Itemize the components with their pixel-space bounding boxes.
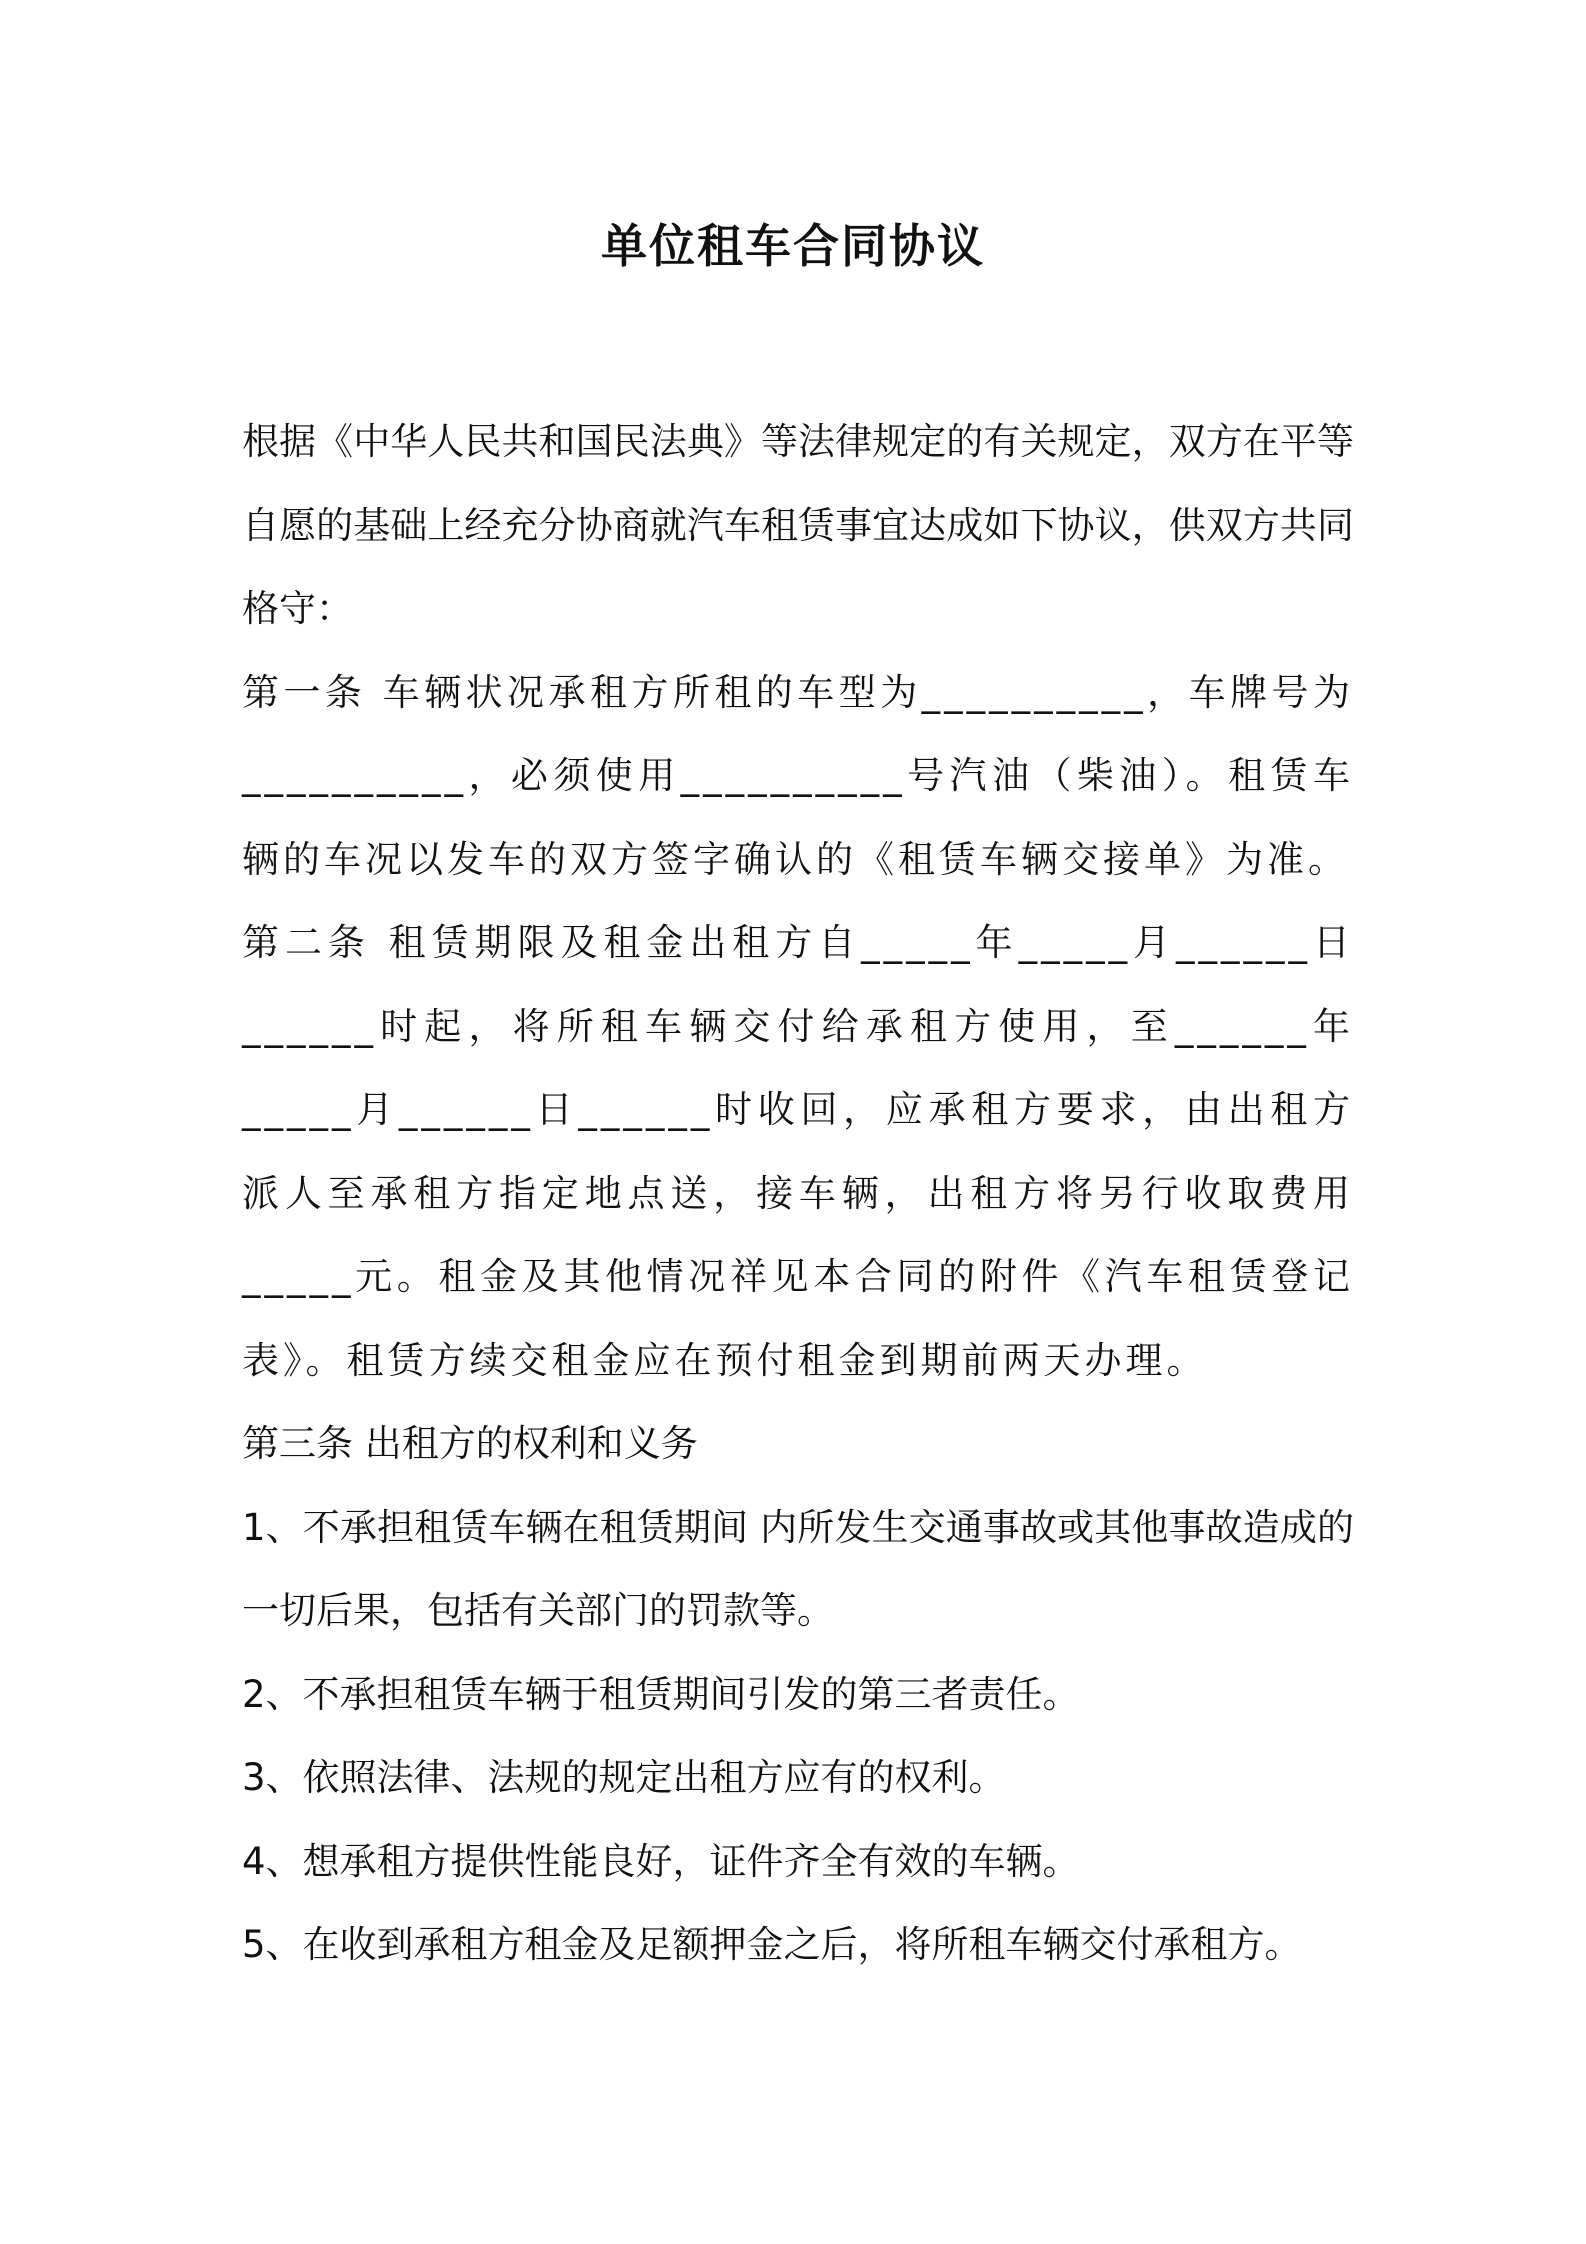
article-3-item-1: 1、不承担租赁车辆在租赁期间 内所发生交通事故或其他事故造成的一切后果，包括有关部门的罚款等。 (242, 1505, 1354, 1632)
document-body (242, 400, 1354, 1987)
article-3-item-5: 5、在收到承租方租金及足额押金之后，将所租车辆交付承租方。 (242, 1923, 1302, 1966)
article-3-item-4: 4、想承租方提供性能良好，证件齐全有效的车辆。 (242, 1839, 1080, 1883)
article-3-item-3: 3、依照法律、法规的规定出租方应有的权利。 (242, 1756, 1006, 1799)
article-2-paragraph: 第二条 租赁期限及租金出租方自_____年_____月______日______时起，将所租车辆交付给承租方使用，至______年_____月______日______时收回，应承租方要求，由出租方派人至承租方指定地点送，接车辆，出租方将另行收取费用_____元。租金及其他情况祥见本合同的附件《汽车租赁登记表》。租赁方续交租金应在预付租金到期前两天办理。 (242, 921, 1354, 1382)
document-title: 单位租车合同协议 (601, 219, 985, 273)
article-1-paragraph: 第一条 车辆状况承租方所租的车型为__________，车牌号为__________，必须使用__________号汽油（柴油）。租赁车辆的车况以发车的双方签字确认的《租赁车辆交接单》为准。 (242, 670, 1354, 881)
preamble-paragraph: 根据《中华人民共和国民法典》等法律规定的有关规定，双方在平等自愿的基础上经充分协商就汽车租赁事宜达成如下协议，供双方共同格守： (242, 420, 1354, 630)
article-3-item-2: 2、不承担租赁车辆于租赁期间引发的第三者责任。 (242, 1672, 1080, 1716)
article-3-heading: 第三条 出租方的权利和义务 (242, 1422, 698, 1465)
